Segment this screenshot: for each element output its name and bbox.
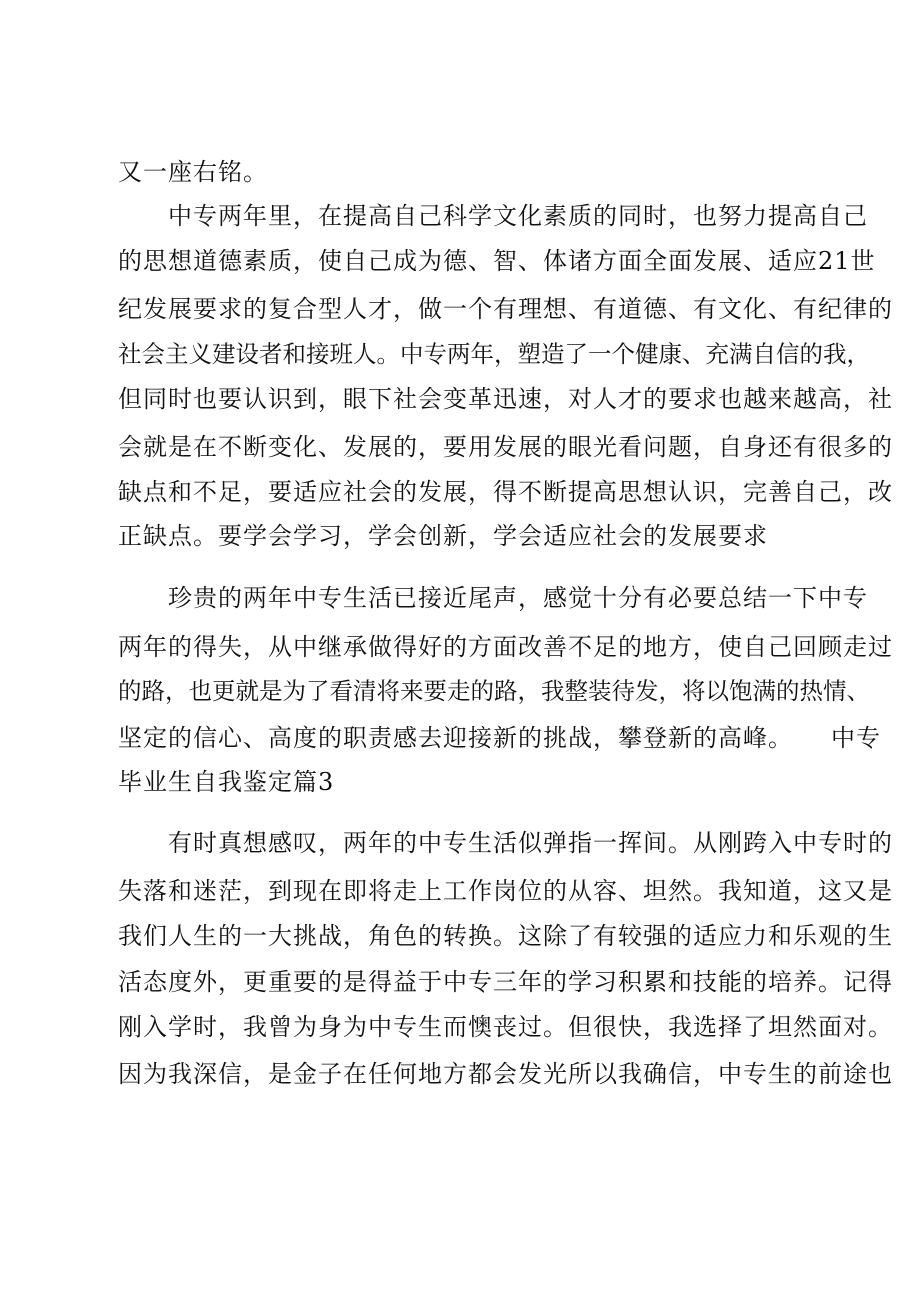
- text-line: 缺点和不足，要适应社会的发展，得不断提高思想认识，完善自己，改: [118, 478, 893, 506]
- text-line: 但同时也要认识到，眼下社会变革迅速，对人才的要求也越来越高，社: [118, 385, 893, 413]
- text-line: 社会主义建设者和接班人。中专两年，塑造了一个健康、充满自信的我，: [118, 340, 870, 368]
- text-line: 因为我深信，是金子在任何地方都会发光所以我确信，中专生的前途也: [118, 1060, 893, 1088]
- paragraph-start-line: 中专两年里，在提高自己科学文化素质的同时，也努力提高自己: [168, 202, 868, 230]
- text-line: 活态度外，更重要的是得益于中专三年的学习积累和技能的培养。记得: [118, 968, 893, 996]
- text-line: 失落和迷茫，到现在即将走上工作岗位的从容、坦然。我知道，这又是: [118, 877, 893, 905]
- text-line: 会就是在不断变化、发展的，要用发展的眼光看问题，自身还有很多的: [118, 433, 893, 461]
- text-line: 我们人生的一大挑战，角色的转换。这除了有较强的适应力和乐观的生: [118, 922, 893, 950]
- section-heading-line: 毕业生自我鉴定篇3: [118, 768, 335, 796]
- paragraph-start-line: 有时真想感叹，两年的中专生活似弹指一挥间。从刚跨入中专时的: [168, 829, 893, 857]
- text-line: 刚入学时，我曾为身为中专生而懊丧过。但很快，我选择了坦然面对。: [118, 1013, 893, 1041]
- text-line: 两年的得失，从中继承做得好的方面改善不足的地方，使自己回顾走过: [118, 633, 893, 661]
- text-line: 又一座右铭。: [118, 158, 268, 186]
- text-line: 的思想道德素质，使自己成为德、智、体诸方面全面发展、适应21世: [118, 247, 876, 275]
- text-line: 的路，也更就是为了看清将来要走的路，我整装待发，将以饱满的热情、: [118, 677, 870, 705]
- text-line: 纪发展要求的复合型人才，做一个有理想、有道德、有文化、有纪律的: [118, 295, 893, 323]
- paragraph-start-line: 珍贵的两年中专生活已接近尾声，感觉十分有必要总结一下中专: [168, 584, 868, 612]
- text-line: 坚定的信心、高度的职责感去迎接新的挑战，攀登新的高峰。 中专: [118, 724, 881, 752]
- text-line: 正缺点。要学会学习，学会创新，学会适应社会的发展要求: [118, 522, 768, 550]
